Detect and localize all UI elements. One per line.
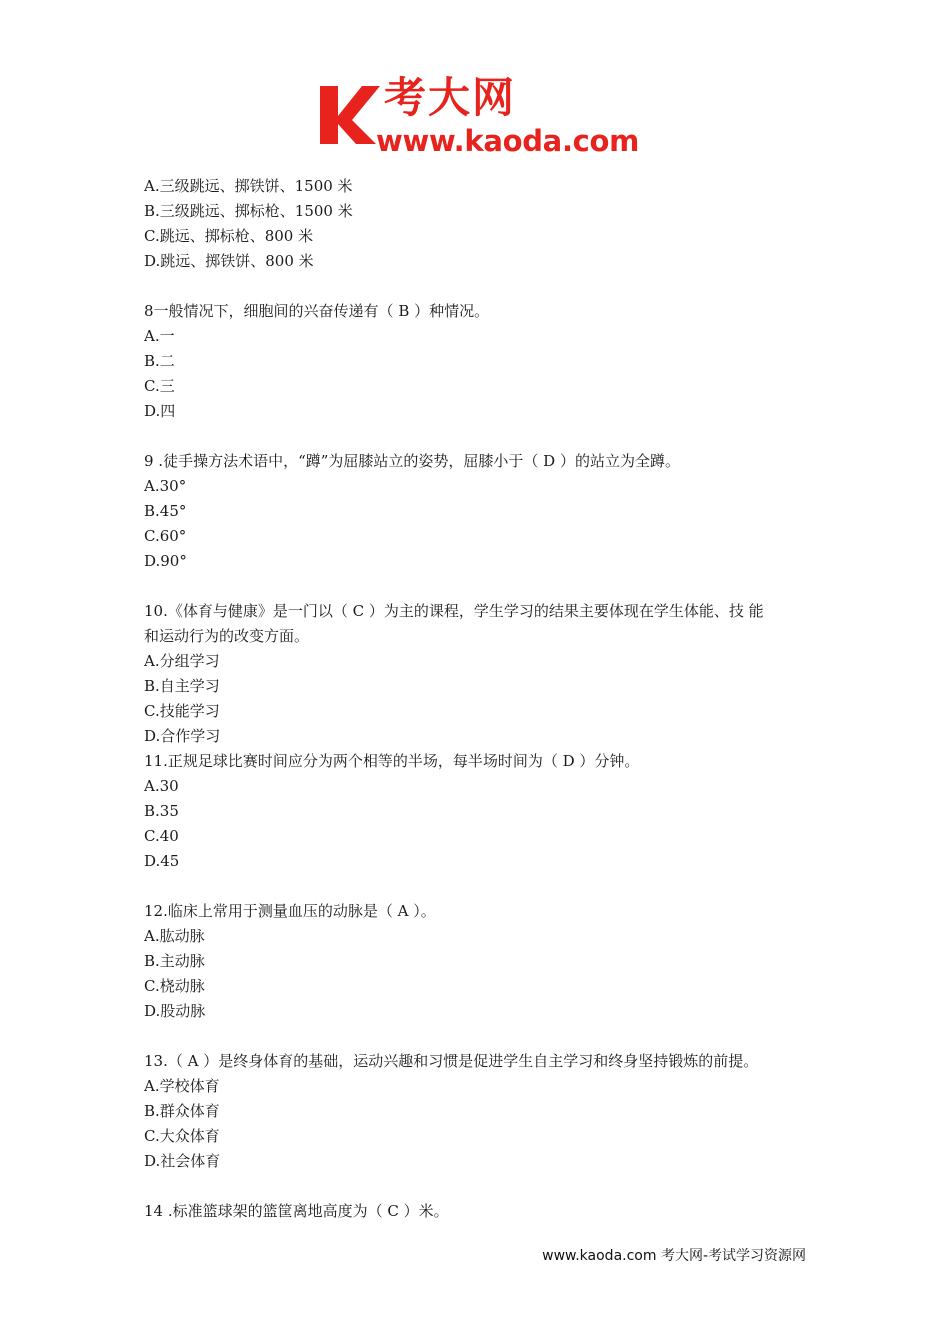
option-line: D.社会体育 <box>144 1152 221 1170</box>
option-line: D.四 <box>144 402 176 420</box>
blank-line <box>144 274 824 299</box>
option-line: C.技能学习 <box>144 702 220 720</box>
option-line: C.40 <box>144 827 179 845</box>
page-footer: www.kaoda.com 考大网-考试学习资源网 <box>542 1248 806 1264</box>
blank-line <box>144 574 824 599</box>
option-line: A.一 <box>144 327 175 345</box>
option-line: D.90° <box>144 552 187 570</box>
question-line: 12.临床上常用于测量血压的动脉是（ A ）。 <box>144 902 436 920</box>
option-line: A.三级跳远、掷铁饼、1500 米 <box>144 177 353 195</box>
option-line: A.30 <box>144 777 179 795</box>
kaoda-logo <box>318 73 640 162</box>
question-line: 8一般情况下，细胞间的兴奋传递有（ B ）种情况。 <box>144 302 490 320</box>
question-line: 11.正规足球比赛时间应分为两个相等的半场，每半场时间为（ D ）分钟。 <box>144 752 640 770</box>
option-line: B.主动脉 <box>144 952 205 970</box>
question-line: 9 .徒手操方法术语中，“蹲”为屈膝站立的姿势，屈膝小于（ D ）的站立为全蹲。 <box>144 452 680 470</box>
question-content <box>144 174 824 1224</box>
option-line: D.股动脉 <box>144 1002 206 1020</box>
logo-url-text: www.kaoda.com <box>376 124 640 158</box>
question-line: 10.《体育与健康》是一门以（ C ）为主的课程，学生学习的结果主要体现在学生体能、技 能 <box>144 602 764 620</box>
option-line: D.45 <box>144 852 180 870</box>
question-line: 13.（ A ）是终身体育的基础，运动兴趣和习惯是促进学生自主学习和终身坚持锻炼的前提。 <box>144 1052 759 1070</box>
option-line: C.跳远、掷标枪、800 米 <box>144 227 314 245</box>
option-line: B.群众体育 <box>144 1102 220 1120</box>
option-line: D.合作学习 <box>144 727 221 745</box>
question-line: 和运动行为的改变方面。 <box>144 627 310 645</box>
option-line: C.桡动脉 <box>144 977 205 995</box>
blank-line <box>144 1024 824 1049</box>
blank-line <box>144 1174 824 1199</box>
blank-line <box>144 424 824 449</box>
option-line: B.45° <box>144 502 187 520</box>
blank-line <box>144 874 824 899</box>
option-line: A.学校体育 <box>144 1077 220 1095</box>
option-line: A.30° <box>144 477 187 495</box>
option-line: D.跳远、掷铁饼、800 米 <box>144 252 314 270</box>
option-line: C.60° <box>144 527 187 545</box>
option-line: C.大众体育 <box>144 1127 220 1145</box>
option-line: B.35 <box>144 802 179 820</box>
option-line: B.三级跳远、掷标枪、1500 米 <box>144 202 353 220</box>
k-logo-icon <box>318 82 380 148</box>
option-line: B.自主学习 <box>144 677 220 695</box>
option-line: A.分组学习 <box>144 652 220 670</box>
option-line: A.肱动脉 <box>144 927 205 945</box>
option-line: B.二 <box>144 352 175 370</box>
question-line: 14 .标准篮球架的篮筐离地高度为（ C ）米。 <box>144 1202 449 1220</box>
logo-brand-text: 考大网 <box>384 73 517 122</box>
option-line: C.三 <box>144 377 175 395</box>
